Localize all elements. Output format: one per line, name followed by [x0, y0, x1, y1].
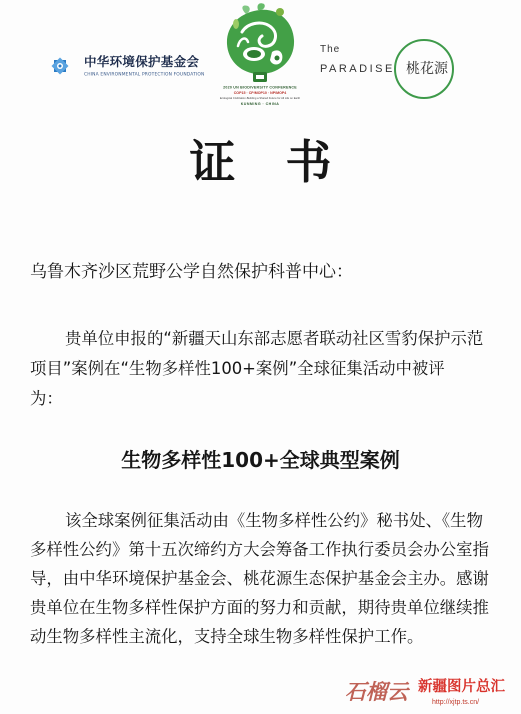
- body-paragraph: [30, 506, 489, 651]
- cop15-caption: [202, 85, 319, 107]
- certificate-title: 证 书: [189, 135, 349, 189]
- watermark-url: http://xjtp.ts.cn/: [432, 699, 480, 706]
- cop15-logo: [220, 2, 300, 84]
- cop15-caption-line: COP15 · CP/MOP10 · NP/MOP4: [233, 90, 287, 95]
- star-icon: [50, 56, 70, 76]
- watermark-brand: 石榴云: [345, 679, 408, 704]
- paradise-the: The: [320, 44, 341, 55]
- body-line: 该全球案例征集活动由《生物多样性公约》秘书处、《生物: [65, 511, 483, 530]
- recipient-line: 乌鲁木齐沙区荒野公学自然保护科普中心：: [30, 262, 353, 282]
- paradise-name-cn: 桃花源: [406, 61, 448, 77]
- body-line: 贵单位在生物多样性保护方面的努力和贡献，期待贵单位继续推: [30, 598, 489, 617]
- body-line: 导，由中华环境保护基金会、桃花源生态保护基金会主办。感谢: [30, 569, 489, 588]
- award-title: 生物多样性100+全球典型案例: [121, 448, 400, 472]
- cepf-name-en: CHINA ENVIRONMENTAL PROTECTION FOUNDATION: [84, 71, 205, 77]
- intro-line: 项目”案例在“生物多样性100+案例”全球征集活动中被评: [30, 359, 445, 378]
- intro-line: 贵单位申报的“新疆天山东部志愿者联动社区雪豹保护示范: [65, 329, 484, 348]
- body-line: 动生物多样性主流化，支持全球生物多样性保护工作。: [30, 627, 424, 646]
- cop15-caption-line: KUNMING · CHINA: [240, 101, 280, 106]
- watermark-site-name: 新疆图片总汇: [418, 679, 505, 695]
- cop15-caption-line: Ecological Civilization-Building a Shared Future for All Life on Earth: [219, 97, 301, 100]
- paradise-name-en: PARADISE: [320, 63, 395, 75]
- intro-paragraph: [30, 324, 483, 414]
- body-line: 多样性公约》第十五次缔约方大会筹备工作执行委员会办公室指: [30, 540, 489, 559]
- intro-line: 为：: [30, 389, 63, 408]
- cepf-name-cn: 中华环境保护基金会: [84, 54, 200, 69]
- cop15-caption-line: 2020 UN BIODIVERSITY CONFERENCE: [223, 85, 297, 90]
